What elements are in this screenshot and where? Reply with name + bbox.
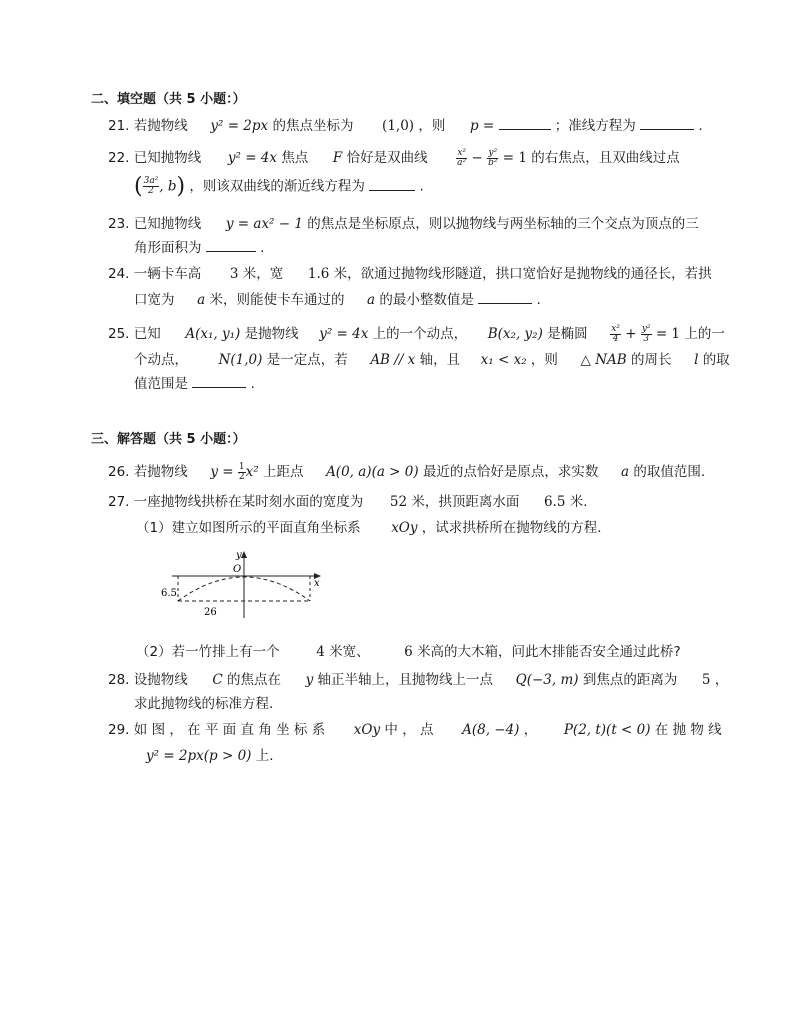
q22-point-fraction: $\frac{\text{3a²}}{2}$ [143, 176, 159, 196]
q24-text-7: . [536, 292, 541, 308]
q25-text-2: 是抛物线 [244, 326, 299, 342]
q27-part2-text-a: （2）若一竹排上有一个 [136, 644, 280, 660]
q25-math-1: A(x₁, y₁) [185, 326, 241, 342]
q22-text-3: 恰好是双曲线 [346, 150, 428, 166]
q24-math-4: a [367, 292, 376, 308]
q23-text-2: 的焦点是坐标原点，则以抛物线与两坐标轴的三个交点为顶点的三 [307, 216, 699, 232]
q25-eq: = 1 [655, 326, 681, 342]
question-28-line-2 [134, 692, 273, 712]
q29-math-1: xOy [353, 722, 381, 738]
q27-text-2: 米，拱顶距离水面 [411, 494, 520, 510]
q25-text-9: ，则 [530, 352, 558, 368]
q27-part2-math-2: 6 [404, 644, 413, 660]
q27-part1-text-a: （1）建立如图所示的平面直角坐标系 [136, 520, 361, 536]
question-23 [108, 212, 699, 232]
question-26 [108, 460, 705, 482]
q26-math-2: A(0, a)(a > 0) [326, 464, 419, 480]
q27-text-1: 一座抛物线拱桥在某时刻水面的宽度为 [133, 494, 364, 510]
q23-text-3: 角形面积为 [134, 240, 202, 256]
q28-text-4: 到焦点的距离为 [582, 672, 678, 688]
q21-text-5: . [698, 118, 703, 134]
q24-text-5: 米，则能使卡车通过的 [209, 292, 345, 308]
q25-math-3: B(x₂, y₂) [487, 326, 543, 342]
q27-part2-text-c: 米高的大木箱，问此木排能否安全通过此桥? [417, 644, 681, 660]
question-25: 25. 已知 A(x₁, y₁) 是抛物线 y² = 4x 上的一个动点， B(x₂, y₂) 是椭圆 $\frac{\text{x²}}{4}$ + $\frac{\text{y²}}{3}$ = 1 上的一 [108, 323, 725, 344]
q27-part1-text-b: ，试求拱桥所在抛物线的方程. [421, 520, 602, 536]
section-2-title: 二、填空题（共 5 小题：） [91, 92, 246, 107]
question-25-line-2 [134, 348, 730, 368]
q25-math-6: x₁ < x₂ [480, 352, 527, 368]
height-label: 6.5 [161, 588, 177, 599]
q25-text-8: 轴，且 [419, 352, 461, 368]
q25-text-10: 的周长 [630, 352, 672, 368]
q28-text-1: 设抛物线 [133, 672, 188, 688]
q26-fraction: $\frac{1}{2}$ [238, 461, 245, 482]
question-25-line-3 [134, 372, 255, 392]
question-24-line-2 [134, 288, 541, 308]
y-axis-arrow [241, 551, 247, 558]
q29-math-3: P(2, t)(t < 0) [563, 722, 651, 738]
q29-number: 29. [108, 722, 130, 738]
q26-text-2: 上距点 [262, 464, 304, 480]
q24-math-1: 3 [229, 266, 239, 282]
y-label: y [236, 550, 242, 561]
question-22-line-2: ( $\frac{\text{3a²}}{2}$ , b) ，则该双曲线的渐近线方程为 . [134, 174, 424, 199]
q23-text-4: . [260, 240, 265, 256]
q25-text-1: 已知 [133, 326, 161, 342]
q24-math-3: a [197, 292, 206, 308]
q22-fraction-1: $\frac{\text{x²}}{\text{a²}}$ [457, 147, 467, 168]
q24-text-3: 米，欲通过抛物线形隧道，拱口宽恰好是抛物线的通径长，若拱 [333, 266, 712, 282]
question-22: 22. 已知抛物线 y² = 4x 焦点 F 恰好是双曲线 $\frac{\text{x²}}{\text{a²}}$ − $\frac{\text{y²}}{\text{b²}}$ = 1 的右焦点，且双曲线过点 [108, 147, 680, 168]
q22-text-4: 的右焦点，且双曲线过点 [531, 150, 680, 166]
q22-point-b: , b [159, 178, 177, 195]
q22-text-2: 焦点 [281, 150, 309, 166]
q26-number: 26. [108, 464, 130, 480]
q21-text-4: ；准线方程为 [554, 118, 636, 134]
q28-text-6: 求此抛物线的标准方程. [134, 696, 274, 712]
width-label: 26 [204, 607, 217, 618]
q22-text-5: ，则该双曲线的渐近线方程为 [189, 178, 365, 195]
q23-blank[interactable] [206, 239, 256, 252]
q21-blank-1[interactable] [499, 117, 551, 130]
q24-number: 24. [108, 266, 130, 282]
q24-math-2: 1.6 [307, 266, 330, 282]
q21-blank-2[interactable] [640, 117, 694, 130]
q29-text-4: 在 抛 物 线 [654, 722, 722, 738]
q25-text-5: 上的一 [684, 326, 725, 342]
q22-text-6: . [419, 178, 424, 195]
q25-fraction-2: $\frac{\text{y²}}{3}$ [641, 323, 651, 344]
q25-math-4: N(1,0) [218, 352, 263, 368]
q21-text-1: 若抛物线 [133, 118, 188, 134]
q28-text-2: 的焦点在 [227, 672, 282, 688]
question-24 [108, 262, 712, 282]
q29-math-2: A(8, −4) [462, 722, 520, 738]
q29-text-2: 中 ， 点 [384, 722, 434, 738]
q27-math-1: 52 [389, 494, 408, 510]
q21-math-3: p = [469, 118, 495, 134]
question-21 [108, 114, 703, 134]
question-27 [108, 490, 588, 510]
q25-math-7: △ NAB [580, 352, 627, 368]
q24-text-1: 一辆卡车高 [133, 266, 202, 282]
q21-text-2: 的焦点坐标为 [272, 118, 354, 134]
q22-fraction-2: $\frac{\text{y²}}{\text{b²}}$ [488, 147, 498, 168]
q28-math-2: y [305, 672, 314, 688]
q26-text-4: 的取值范围. [633, 464, 706, 480]
q25-text-7: 是一定点，若 [266, 352, 348, 368]
x-label: x [314, 578, 320, 589]
question-23-line-2 [134, 236, 264, 256]
q27-part2-math-1: 4 [316, 644, 325, 660]
q26-math-3: a [621, 464, 630, 480]
q26-math-1b: x² [245, 464, 259, 480]
q28-math-1: C [212, 672, 223, 688]
q23-number: 23. [108, 216, 130, 232]
q22-math-2: F [332, 150, 343, 166]
q29-text-3: ， [523, 722, 538, 738]
q21-text-3: ，则 [418, 118, 446, 134]
bridge-arch-figure [160, 548, 330, 620]
question-27-part-1 [136, 516, 602, 536]
q28-number: 28. [108, 672, 130, 688]
q25-text-4: 是椭圆 [547, 326, 588, 342]
q21-number: 21. [108, 118, 130, 134]
q25-text-12: 值范围是 [134, 376, 188, 392]
q25-number: 25. [108, 326, 130, 342]
q25-text-6: 个动点， [134, 352, 188, 368]
question-29-line-2 [146, 744, 274, 764]
origin-label: O [233, 564, 242, 575]
question-28 [108, 668, 728, 688]
q26-text-1: 若抛物线 [133, 464, 188, 480]
q25-fraction-1: $\frac{\text{x²}}{4}$ [611, 323, 620, 344]
q24-text-4: 口宽为 [134, 292, 175, 308]
q27-math-2: 6.5 [543, 494, 566, 510]
q28-math-4: 5 [701, 672, 711, 688]
q29-text-5: 上. [255, 748, 274, 764]
q24-text-6: 的最小整数值是 [379, 292, 474, 308]
q28-text-3: 轴正半轴上，且抛物线上一点 [317, 672, 494, 688]
q22-text-1: 已知抛物线 [133, 150, 202, 166]
q26-math-1a: y = [210, 464, 234, 480]
q29-text-1: 如 图 ， 在 平 面 直 角 坐 标 系 [133, 722, 326, 738]
q25-text-13: . [250, 376, 255, 392]
q25-text-11: 的取 [702, 352, 730, 368]
section-3-title: 三、解答题（共 5 小题：） [91, 432, 246, 447]
question-29 [108, 718, 722, 738]
q27-number: 27. [108, 494, 130, 510]
q22-math-1: y² = 4x [227, 150, 278, 166]
q23-math-1: y = ax² − 1 [225, 216, 303, 232]
q23-text-1: 已知抛物线 [133, 216, 202, 232]
q24-blank[interactable] [478, 291, 532, 304]
q27-text-3: 米. [569, 494, 588, 510]
q24-text-2: 米，宽 [242, 266, 284, 282]
q27-part2-text-b: 米宽、 [329, 644, 370, 660]
q29-math-4: y² = 2px(p > 0) [146, 748, 252, 764]
q25-blank[interactable] [192, 375, 246, 388]
q22-number: 22. [108, 150, 130, 166]
q25-text-3: 上的一个动点， [372, 326, 468, 342]
q22-eq: = 1 [502, 150, 527, 166]
q27-part1-math: xOy [391, 520, 418, 536]
q28-math-3: Q(−3, m) [515, 672, 579, 688]
q26-text-3: 最近的点恰好是原点，求实数 [422, 464, 599, 480]
q25-math-5: AB // x [370, 352, 416, 368]
q28-text-5: ， [714, 672, 729, 688]
q25-math-2: y² = 4x [319, 326, 369, 342]
q21-math-2: (1,0) [382, 118, 415, 134]
question-27-part-2 [136, 640, 681, 660]
q22-blank[interactable] [369, 178, 415, 191]
q25-math-8: l [694, 352, 699, 368]
q21-math-1: y² = 2px [210, 118, 269, 134]
